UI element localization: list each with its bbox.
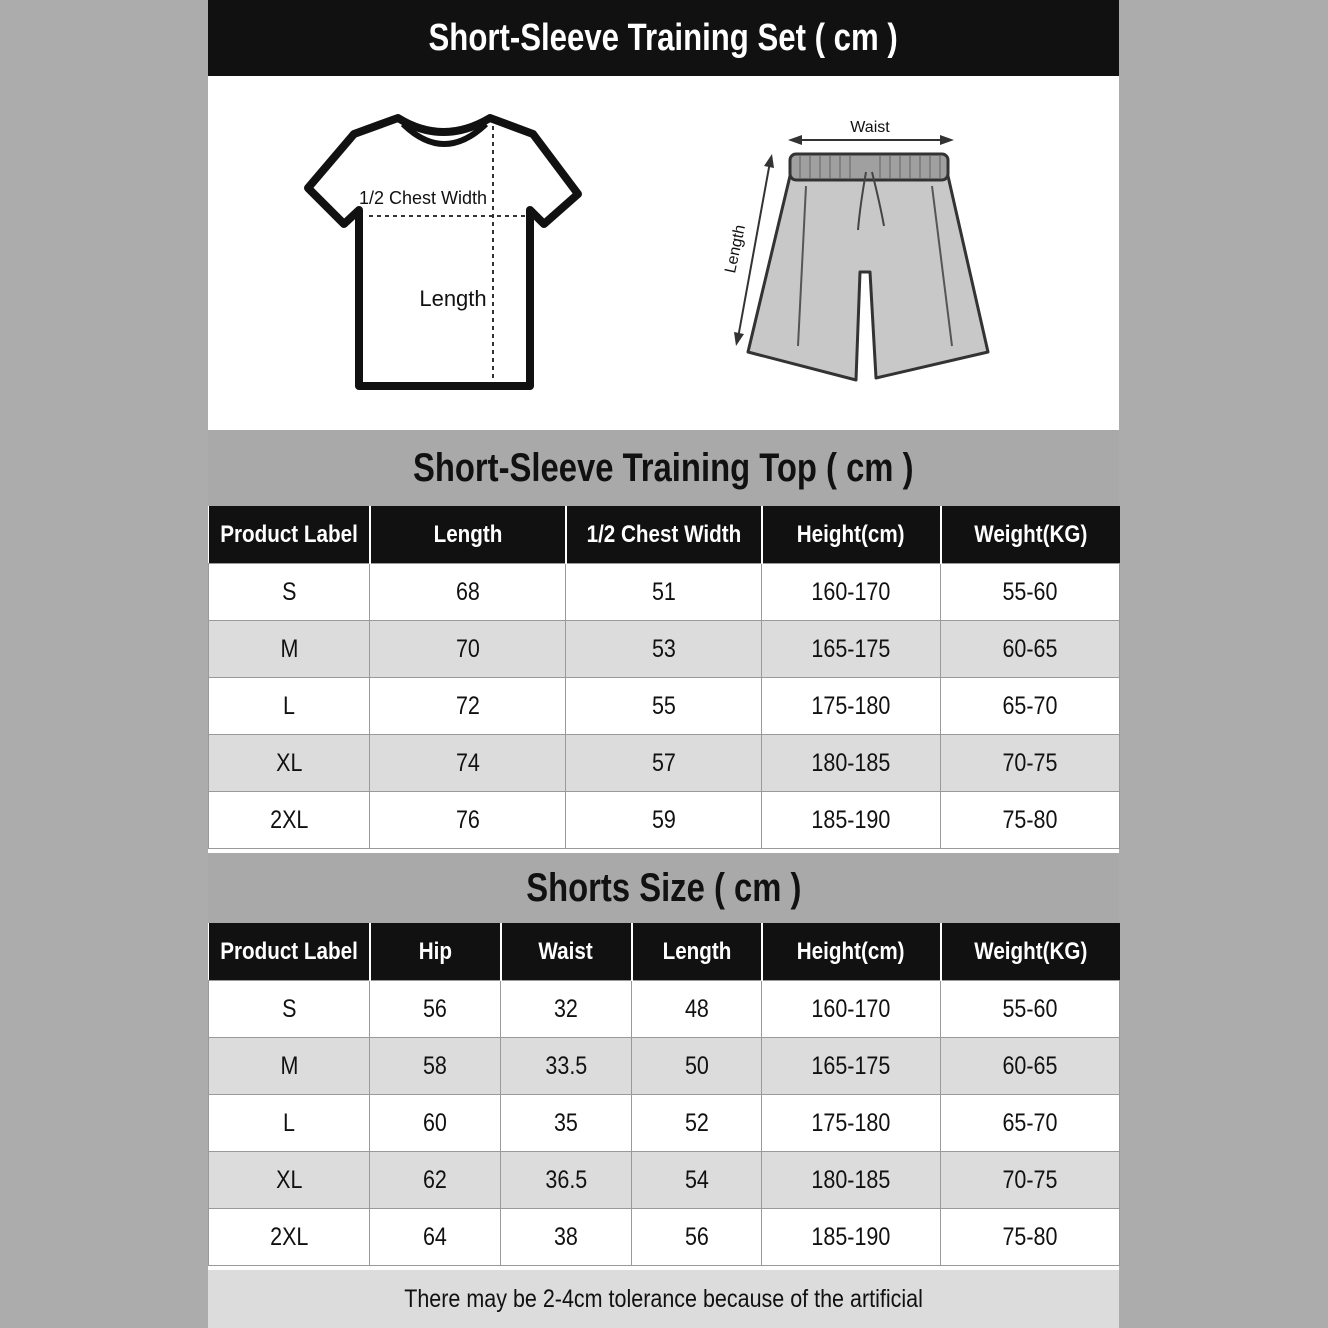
column-header: Product Label (209, 923, 370, 981)
table-row (209, 1209, 1120, 1266)
table-row (209, 564, 1120, 621)
shorts-table-title: Shorts Size ( cm ) (525, 865, 802, 910)
table-cell: 165-175 (762, 1038, 941, 1095)
table-cell: 35 (501, 1095, 632, 1152)
top-table-header-row (209, 506, 1120, 564)
table-cell: 74 (370, 735, 566, 792)
table-cell: L (209, 678, 370, 735)
table-cell: 70 (370, 621, 566, 678)
table-cell: 65-70 (941, 678, 1120, 735)
table-row (209, 735, 1120, 792)
top-size-table (208, 506, 1120, 849)
table-cell: 160-170 (762, 564, 941, 621)
table-cell: 54 (632, 1152, 762, 1209)
table-cell: 55-60 (941, 564, 1120, 621)
column-header: Length (632, 923, 762, 981)
tshirt-length-label: Length (419, 286, 487, 311)
table-cell: 2XL (209, 1209, 370, 1266)
table-row (209, 678, 1120, 735)
table-cell: 55 (566, 678, 762, 735)
table-cell: 165-175 (762, 621, 941, 678)
column-header: Weight(KG) (941, 506, 1120, 564)
table-cell: L (209, 1095, 370, 1152)
table-cell: 53 (566, 621, 762, 678)
table-cell: 51 (566, 564, 762, 621)
table-cell: 175-180 (762, 1095, 941, 1152)
shorts-table-header-row (209, 923, 1120, 981)
table-cell: 56 (632, 1209, 762, 1266)
shorts-icon (722, 119, 988, 380)
table-cell: 72 (370, 678, 566, 735)
tshirt-chest-label: 1/2 Chest Width (358, 188, 488, 208)
table-cell: 48 (632, 981, 762, 1038)
table-cell: 185-190 (762, 792, 941, 849)
column-header: Height(cm) (762, 506, 941, 564)
table-cell: 36.5 (501, 1152, 632, 1209)
table-cell: 65-70 (941, 1095, 1120, 1152)
table-cell: 75-80 (941, 1209, 1120, 1266)
table-cell: S (209, 564, 370, 621)
table-cell: 70-75 (941, 735, 1120, 792)
table-row (209, 1038, 1120, 1095)
table-cell: S (209, 981, 370, 1038)
table-row (209, 981, 1120, 1038)
table-cell: 68 (370, 564, 566, 621)
top-table-title: Short-Sleeve Training Top ( cm ) (413, 445, 914, 490)
tolerance-note (208, 1270, 1119, 1328)
column-header: Length (370, 506, 566, 564)
table-cell: 180-185 (762, 1152, 941, 1209)
shorts-waist-label: Waist (850, 119, 890, 136)
shorts-size-table (208, 923, 1120, 1266)
column-header: Waist (501, 923, 632, 981)
table-row (209, 621, 1120, 678)
table-cell: 60-65 (941, 1038, 1120, 1095)
table-cell: 2XL (209, 792, 370, 849)
table-cell: 64 (370, 1209, 501, 1266)
table-cell: 55-60 (941, 981, 1120, 1038)
table-row (209, 1152, 1120, 1209)
table-cell: 60-65 (941, 621, 1120, 678)
table-cell: 60 (370, 1095, 501, 1152)
table-cell: 38 (501, 1209, 632, 1266)
shorts-length-label: Length (722, 223, 749, 275)
table-cell: 75-80 (941, 792, 1120, 849)
table-cell: 56 (370, 981, 501, 1038)
table-row (209, 792, 1120, 849)
table-cell: 160-170 (762, 981, 941, 1038)
chart-title-bar (208, 0, 1119, 76)
table-cell: 180-185 (762, 735, 941, 792)
table-cell: 62 (370, 1152, 501, 1209)
garment-illustrations (208, 76, 1119, 430)
table-cell: 52 (632, 1095, 762, 1152)
column-header: Hip (370, 923, 501, 981)
table-cell: 32 (501, 981, 632, 1038)
table-cell: 76 (370, 792, 566, 849)
table-cell: M (209, 1038, 370, 1095)
table-cell: 175-180 (762, 678, 941, 735)
table-cell: 70-75 (941, 1152, 1120, 1209)
table-cell: 185-190 (762, 1209, 941, 1266)
garment-diagram (208, 76, 1119, 430)
table-cell: 58 (370, 1038, 501, 1095)
table-cell: M (209, 621, 370, 678)
table-cell: XL (209, 735, 370, 792)
table-cell: 59 (566, 792, 762, 849)
table-cell: 50 (632, 1038, 762, 1095)
shorts-table-title-bar (208, 853, 1119, 923)
table-row (209, 1095, 1120, 1152)
column-header: Weight(KG) (941, 923, 1120, 981)
column-header: Product Label (209, 506, 370, 564)
table-cell: 33.5 (501, 1038, 632, 1095)
top-table-title-bar (208, 430, 1119, 506)
column-header: Height(cm) (762, 923, 941, 981)
table-cell: XL (209, 1152, 370, 1209)
size-chart-sheet (208, 0, 1119, 1328)
column-header: 1/2 Chest Width (566, 506, 762, 564)
tshirt-icon (308, 118, 578, 386)
tolerance-note-text: There may be 2-4cm tolerance because of the artificial (404, 1284, 923, 1313)
table-cell: 57 (566, 735, 762, 792)
chart-title: Short-Sleeve Training Set ( cm ) (428, 16, 899, 59)
